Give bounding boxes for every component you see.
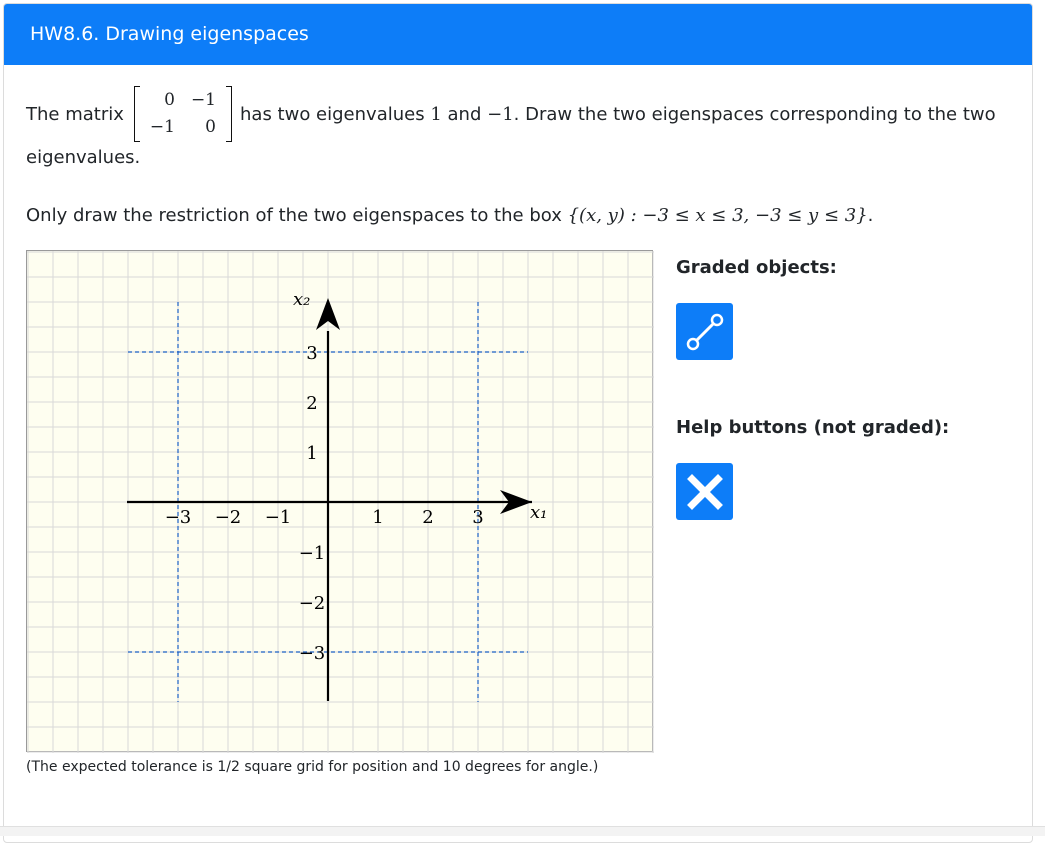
x-tick-label: 3 — [472, 507, 484, 528]
tolerance-note: (The expected tolerance is 1/2 square grid for position and 10 degrees for angle.) — [26, 759, 599, 775]
line-segment-icon — [685, 312, 725, 352]
question-prompt — [26, 86, 1006, 142]
y-axis-label: x₂ — [293, 289, 311, 310]
line-segment-tool-button[interactable] — [676, 303, 733, 360]
drawing-canvas[interactable] — [26, 250, 653, 752]
matrix-cell: −1 — [149, 116, 175, 137]
restriction-math: {(x, y) : −3 ≤ x ≤ 3, −3 ≤ y ≤ 3} — [567, 205, 868, 226]
delete-tool-button[interactable] — [676, 463, 733, 520]
card-footer — [0, 826, 1045, 836]
graph-svg[interactable] — [27, 251, 654, 753]
x-tick-label: −3 — [164, 507, 192, 528]
y-tick-label: 2 — [306, 393, 318, 414]
delete-x-icon — [685, 472, 725, 512]
help-buttons-title: Help buttons (not graded): — [676, 417, 950, 438]
y-tick-label: 1 — [306, 443, 318, 464]
y-tick-label: −2 — [298, 593, 326, 614]
x-tick-label: −2 — [214, 507, 242, 528]
eigenvalue-2: −1 — [487, 103, 514, 125]
prompt-suffix: . Draw the two eigenspaces corresponding to the two — [513, 103, 996, 125]
question-title: HW8.6. Drawing eigenspaces — [4, 4, 1032, 65]
matrix — [134, 86, 232, 142]
prompt-continuation: eigenvalues. — [26, 147, 141, 168]
prompt-and: and — [447, 103, 482, 125]
graded-objects-title: Graded objects: — [676, 257, 837, 278]
matrix-cell: −1 — [190, 89, 216, 110]
axes — [127, 289, 547, 701]
matrix-cell: 0 — [205, 116, 216, 137]
matrix-cell: 0 — [164, 89, 175, 110]
prompt-prefix: The matrix — [26, 103, 124, 125]
restriction-text — [26, 205, 873, 226]
y-tick-label: −1 — [298, 543, 326, 564]
restriction-suffix: . — [867, 205, 874, 226]
y-tick-label: −3 — [298, 643, 326, 664]
eigenvalue-1: 1 — [430, 103, 442, 125]
prompt-mid: has two eigenvalues — [240, 103, 425, 125]
x-axis-label: x₁ — [530, 502, 548, 523]
x-tick-label: 1 — [372, 507, 384, 528]
y-tick-label: 3 — [306, 343, 318, 364]
x-tick-label: −1 — [264, 507, 292, 528]
x-tick-label: 2 — [422, 507, 434, 528]
restriction-prefix: Only draw the restriction of the two eigenspaces to the box — [26, 205, 562, 226]
